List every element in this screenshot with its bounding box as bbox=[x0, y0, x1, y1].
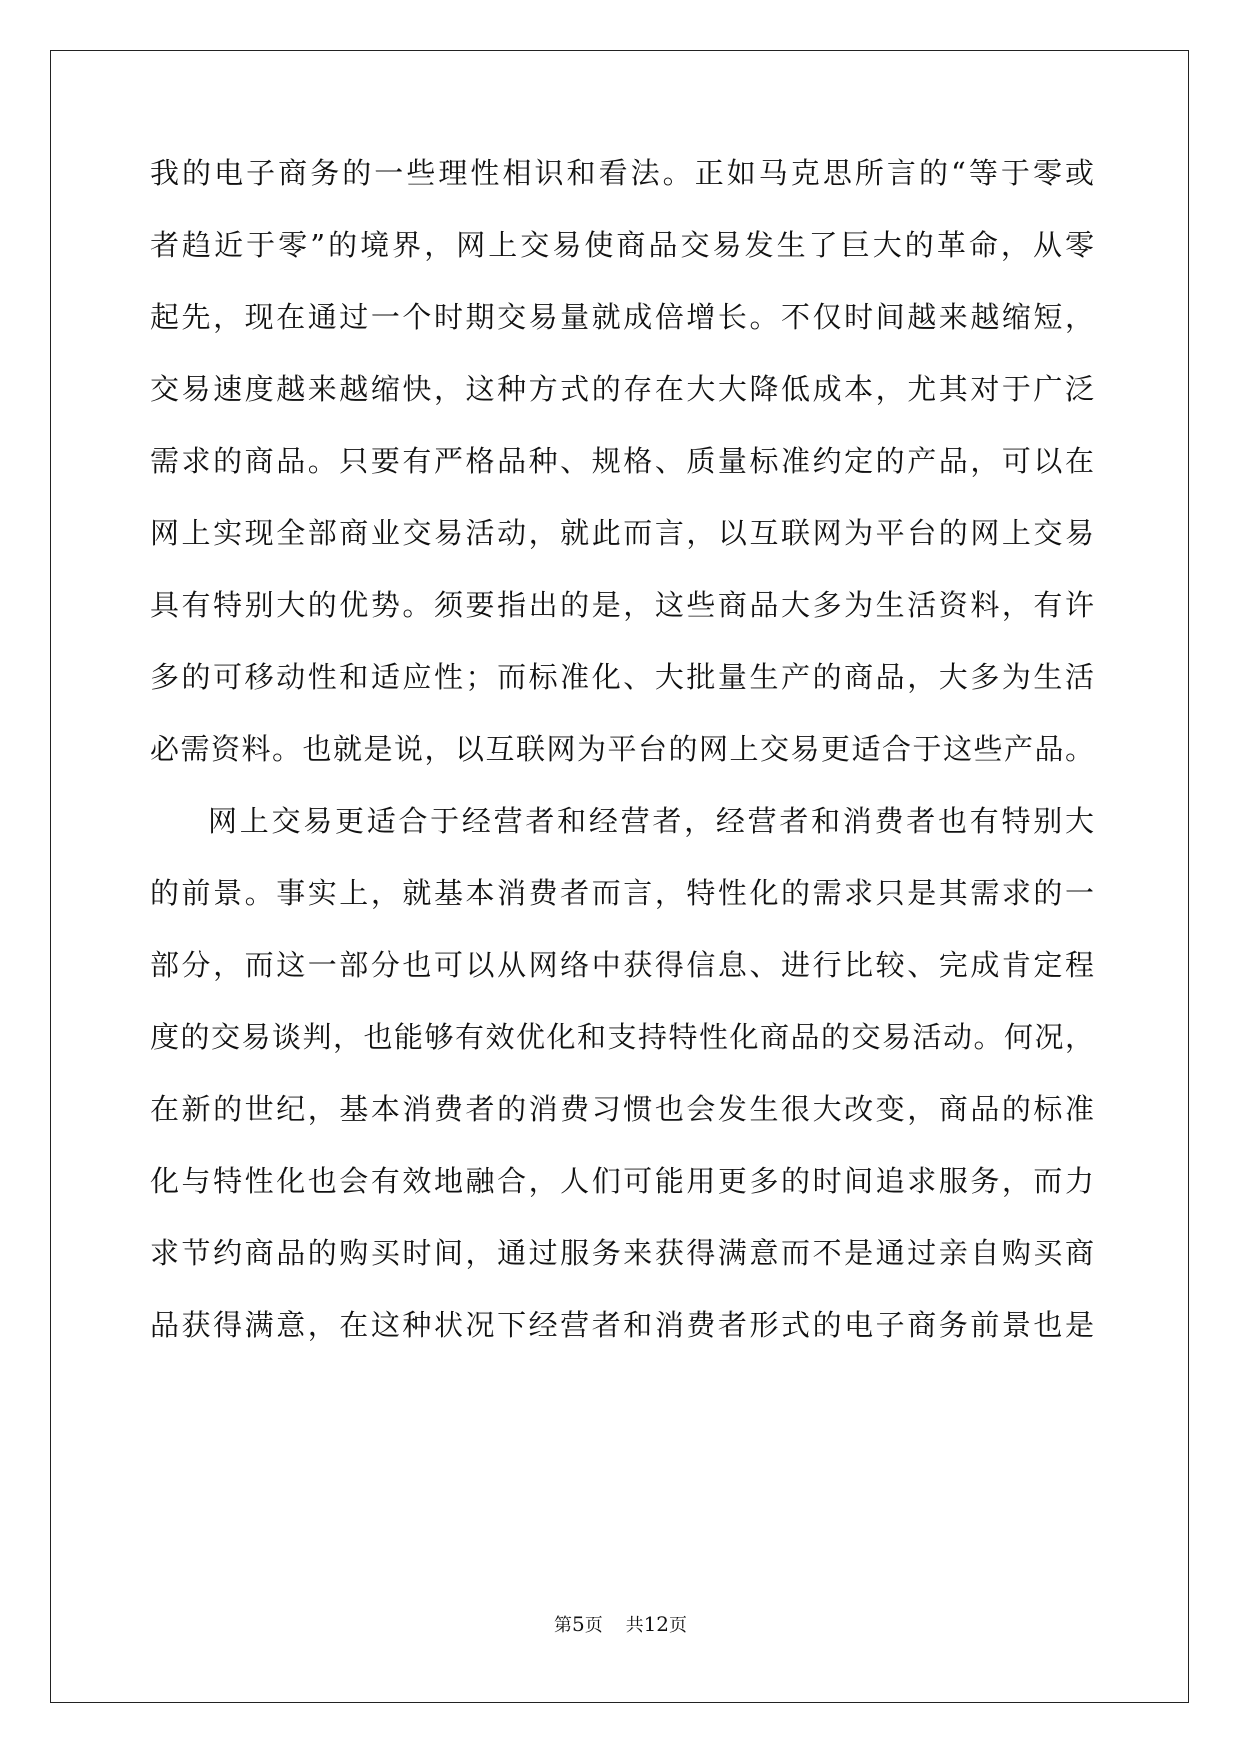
text-line: 者趋近于零”的境界，网上交易使商品交易发生了巨大的革命，从零 bbox=[150, 228, 1094, 262]
text-line: 度的交易谈判，也能够有效优化和支持特性化商品的交易活动。何况， bbox=[150, 1020, 1094, 1054]
text-line: 在新的世纪，基本消费者的消费习惯也会发生很大改变，商品的标准 bbox=[150, 1092, 1094, 1126]
text-line: 求节约商品的购买时间，通过服务来获得满意而不是通过亲自购买商 bbox=[150, 1236, 1094, 1270]
text-line: 交易速度越来越缩快，这种方式的存在大大降低成本，尤其对于广泛 bbox=[150, 372, 1094, 406]
footer-prefix: 第 bbox=[553, 1615, 572, 1636]
current-page-number: 5 bbox=[571, 1612, 585, 1636]
text-line: 必需资料。也就是说，以互联网为平台的网上交易更适合于这些产品。 bbox=[150, 732, 1094, 766]
text-line: 起先，现在通过一个时期交易量就成倍增长。不仅时间越来越缩短， bbox=[150, 300, 1094, 334]
text-line: 品获得满意，在这种状况下经营者和消费者形式的电子商务前景也是 bbox=[150, 1308, 1094, 1342]
total-pages-number: 12 bbox=[643, 1612, 670, 1636]
footer-total-prefix: 共 bbox=[625, 1615, 644, 1636]
text-line: 网上实现全部商业交易活动，就此而言，以互联网为平台的网上交易 bbox=[150, 516, 1094, 550]
footer-page-suffix: 页 bbox=[584, 1615, 603, 1636]
page-footer bbox=[0, 1612, 1241, 1638]
text-line: 的前景。事实上，就基本消费者而言，特性化的需求只是其需求的一 bbox=[150, 876, 1094, 910]
text-line: 我的电子商务的一些理性相识和看法。正如马克思所言的“等于零或 bbox=[150, 156, 1094, 190]
text-line: 需求的商品。只要有严格品种、规格、质量标准约定的产品，可以在 bbox=[150, 444, 1094, 478]
text-line: 多的可移动性和适应性；而标准化、大批量生产的商品，大多为生活 bbox=[150, 660, 1094, 694]
text-line: 部分，而这一部分也可以从网络中获得信息、进行比较、完成肯定程 bbox=[150, 948, 1094, 982]
text-line: 具有特别大的优势。须要指出的是，这些商品大多为生活资料，有许 bbox=[150, 588, 1094, 622]
footer-total-suffix: 页 bbox=[669, 1615, 688, 1636]
paragraph-first-line: 网上交易更适合于经营者和经营者，经营者和消费者也有特别大 bbox=[208, 804, 1094, 838]
text-line: 化与特性化也会有效地融合，人们可能用更多的时间追求服务，而力 bbox=[150, 1164, 1094, 1198]
